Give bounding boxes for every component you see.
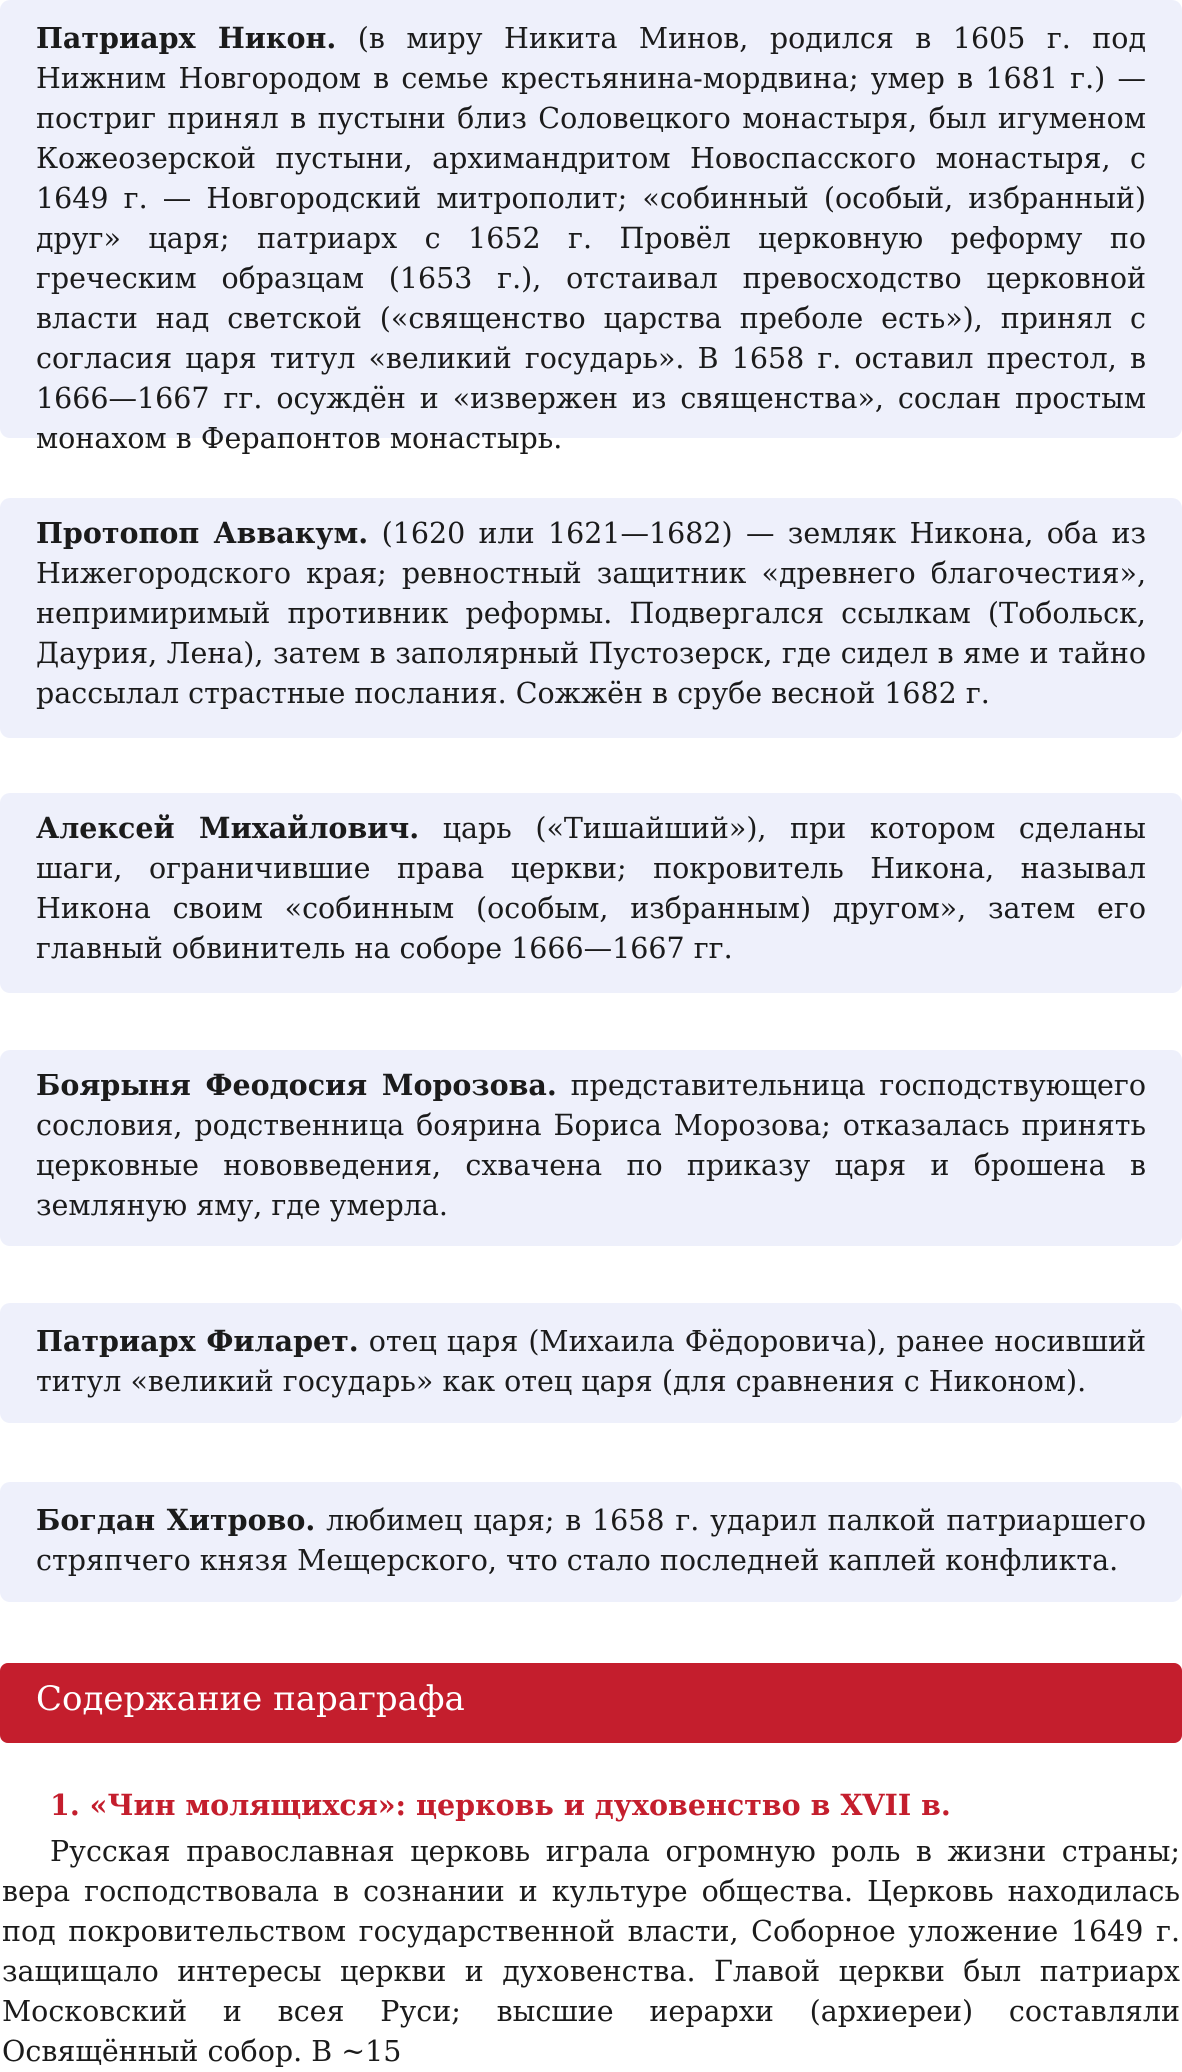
biography-card-morozova (0, 1050, 1182, 1246)
biography-text: любимец царя; в 1658 г. ударил палкой патриаршего стряпчего князя Мещерского, что стало последней каплей конфликта. (36, 1504, 1146, 1577)
person-name: Боярыня Феодосия Морозова. (36, 1068, 557, 1102)
person-name: Богдан Хитрово. (36, 1503, 316, 1537)
biography-paragraph (36, 1065, 1146, 1226)
biography-paragraph (36, 18, 1146, 459)
biography-card-filaret (0, 1303, 1182, 1423)
biography-card-khitrovo (0, 1482, 1182, 1602)
person-name: Протопоп Аввакум. (36, 516, 369, 550)
biography-paragraph (36, 513, 1146, 714)
section-subheading: 1. «Чин молящихся»: церковь и духовенство в XVII в. (50, 1788, 951, 1822)
biography-text: (1620 или 1621—1682) — земляк Никона, оба из Нижегородского края; ревностный защитник «древнего благочестия», непримиримый противник реформы. Подвергался ссылкам (Тобольск, Даурия, Лена), затем в заполярный Пустозерск, где сидел в яме и тайно рассылал страстные послания. Сожжён в срубе весной 1682 г. (36, 517, 1146, 710)
person-name: Алексей Михайлович. (36, 811, 420, 845)
biography-text: царь («Тишайший»), при котором сделаны шаги, ограничившие права церкви; покровитель Никона, называл Никона своим «собинным (особым, избранным) другом», затем его главный обвинитель на соборе 1666—1667 гг. (36, 812, 1146, 965)
biography-paragraph (36, 1321, 1146, 1402)
biography-paragraph (36, 1500, 1146, 1581)
biography-text: (в миру Никита Минов, родился в 1605 г. под Нижним Новгородом в семье крестьянина-мордвина; умер в 1681 г.) — постриг принял в пустыни близ Соловецкого монастыря, был игуменом Кожеозерской пустыни, архимандритом Новоспасского монастыря, с 1649 г. — Новгородский митрополит; «собинный (особый, избранный) друг» царя; патриарх с 1652 г. Провёл церковную реформу по греческим образцам (1653 г.), отстаивал превосходство церковной власти над светской («священство царства преболе есть»), принял с согласия царя титул «великий государь». В 1658 г. оставил престол, в 1666—1667 гг. осуждён и «извержен из священства», сослан простым монахом в Ферапонтов монастырь. (36, 22, 1146, 455)
biography-card-nikon (0, 0, 1182, 455)
biography-paragraph (36, 808, 1146, 969)
section-title: Содержание параграфа (36, 1679, 465, 1719)
biography-text: представительница господствующего сословия, родственница боярина Бориса Морозова; отказалась принять церковные нововведения, схвачена по приказу царя и брошена в земляную яму, где умерла. (36, 1069, 1146, 1222)
biography-text: отец царя (Михаила Фёдоровича), ранее носивший титул «великий государь» как отец царя (для сравнения с Никоном). (36, 1325, 1146, 1398)
section-title-bar (0, 1663, 1182, 1743)
person-name: Патриарх Никон. (36, 21, 337, 55)
person-name: Патриарх Филарет. (36, 1324, 359, 1358)
section-paragraph: Русская православная церковь играла огромную роль в жизни страны; вера господствовала в сознании и культуре общества. Церковь находилась под покровительством государственной власти, Соборное уложение 1649 г. защищало интересы церкви и духовенства. Главой церкви был патриарх Московский и всея Руси; высшие иерархи (архиереи) составляли Освящённый собор. В ~15 (2, 1835, 1180, 2068)
biography-card-avvakum (0, 498, 1182, 738)
biography-card-aleksei (0, 793, 1182, 993)
